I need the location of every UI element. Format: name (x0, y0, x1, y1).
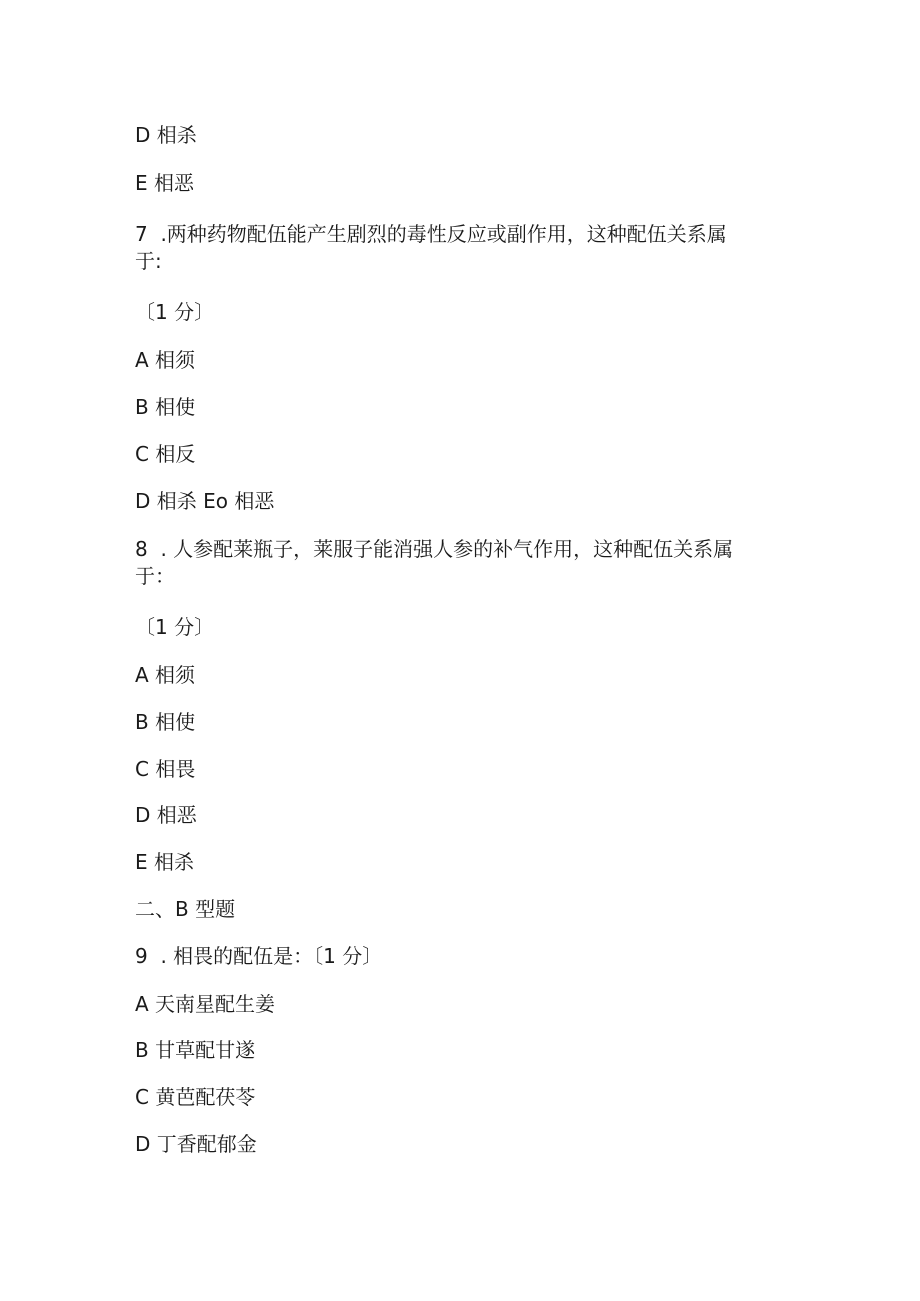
section-heading: 二、B 型题 (135, 897, 236, 921)
option-c-q8: C 相畏 (135, 757, 196, 781)
option-de-q7: D 相杀 Eo 相恶 (135, 489, 275, 513)
question-7-text: 7 .两种药物配伍能产生剧烈的毒性反应或副作用，这种配伍关系属 (135, 222, 727, 246)
option-a-q8: A 相须 (135, 663, 196, 687)
question-8-text: 8 . 人参配莱瓶子，莱服子能消强人参的补气作用，这种配伍关系属 (135, 537, 734, 561)
option-a-q7: A 相须 (135, 348, 196, 372)
option-b-q8: B 相使 (135, 710, 196, 734)
option-b-q7: B 相使 (135, 395, 196, 419)
question-9-text: 9 . 相畏的配伍是：〔1 分〕 (135, 944, 383, 968)
option-e-q8: E 相杀 (135, 850, 194, 874)
question-8-score: 〔1 分〕 (135, 615, 215, 639)
question-7-score: 〔1 分〕 (135, 300, 215, 324)
option-d-q9: D 丁香配郁金 (135, 1132, 257, 1156)
option-b-q9: B 甘草配甘遂 (135, 1038, 256, 1062)
option-d-q6: D 相杀 (135, 123, 197, 147)
question-7-text-cont: 于: (135, 249, 162, 273)
option-c-q7: C 相反 (135, 442, 196, 466)
option-e-q6: E 相恶 (135, 171, 194, 195)
option-a-q9: A 天南星配生姜 (135, 992, 276, 1016)
question-8-text-cont: 于： (135, 564, 175, 588)
option-c-q9: C 黄芭配茯苓 (135, 1085, 256, 1109)
option-d-q8: D 相恶 (135, 803, 197, 827)
